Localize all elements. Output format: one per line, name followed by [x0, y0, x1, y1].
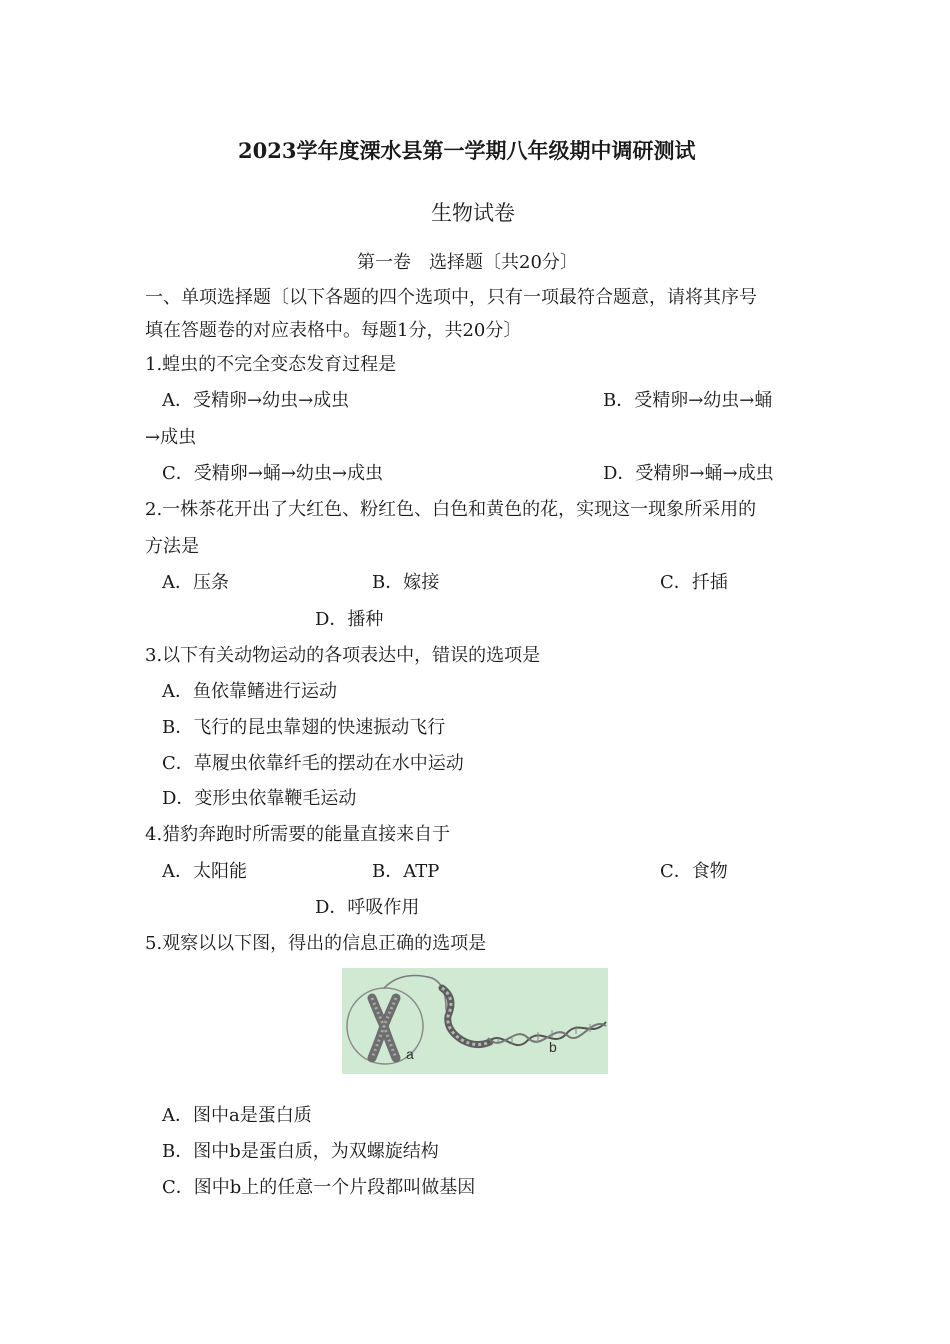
question-2-option-a: A．压条	[162, 572, 229, 593]
chromosome-shape	[372, 998, 396, 1058]
figure-label-b: b	[549, 1039, 557, 1055]
question-3-stem: 3.以下有关动物运动的各项表达中，错误的选项是	[145, 645, 541, 666]
chromosome-dna-figure	[342, 968, 608, 1074]
question-4-option-d: D．呼吸作用	[315, 897, 420, 918]
instructions-line-2: 填在答题卷的对应表格中。每题1分，共20分〕	[145, 320, 522, 341]
question-3-option-a: A．鱼依靠鳍进行运动	[162, 681, 337, 702]
question-2-stem: 2.一株茶花开出了大红色、粉红色、白色和黄色的花，实现这一现象所采用的	[145, 499, 757, 520]
question-3-option-d: D．变形虫依靠鞭毛运动	[162, 788, 357, 809]
question-2-option-d: D．播种	[315, 609, 384, 630]
exam-title: 2023学年度溧水县第一学期八年级期中调研测试	[238, 138, 696, 163]
question-1-option-c: C．受精卵→蛹→幼虫→成虫	[162, 463, 384, 484]
question-5-stem: 5.观察以以下图，得出的信息正确的选项是	[145, 933, 487, 954]
question-4-option-c: C．食物	[660, 861, 728, 882]
question-5-option-b: B．图中b是蛋白质，为双螺旋结构	[162, 1141, 439, 1162]
question-4-option-b: B．ATP	[372, 861, 440, 882]
question-4-option-a: A．太阳能	[162, 861, 247, 882]
figure-label-a: a	[406, 1046, 414, 1062]
question-1-option-a: A．受精卵→幼虫→成虫	[162, 390, 350, 411]
question-2-option-b: B．嫁接	[372, 572, 440, 593]
question-2-stem-cont: 方法是	[145, 536, 199, 557]
question-5-option-a: A．图中a是蛋白质	[162, 1105, 312, 1126]
question-5-option-c: C．图中b上的任意一个片段都叫做基因	[162, 1177, 476, 1198]
question-1-stem: 1.蝗虫的不完全变态发育过程是	[145, 354, 397, 375]
question-3-option-b: B．飞行的昆虫靠翅的快速振动飞行	[162, 717, 446, 738]
question-3-option-c: C．草履虫依靠纤毛的摆动在水中运动	[162, 753, 464, 774]
instructions-line-1: 一、单项选择题〔以下各题的四个选项中，只有一项最符合题意，请将其序号	[145, 287, 757, 308]
double-helix	[488, 1022, 606, 1045]
section-heading: 第一卷 选择题〔共20分〕	[357, 252, 578, 273]
question-4-stem: 4.猎豹奔跑时所需要的能量直接来自于	[145, 824, 451, 845]
question-1-option-b: B．受精卵→幼虫→蛹	[603, 390, 773, 411]
exam-subtitle: 生物试卷	[431, 201, 515, 225]
question-1-option-b-cont: →成虫	[145, 427, 197, 448]
question-1-option-d: D．受精卵→蛹→成虫	[603, 463, 774, 484]
question-2-option-c: C．扦插	[660, 572, 728, 593]
chromosome-dna-illustration	[342, 968, 608, 1074]
